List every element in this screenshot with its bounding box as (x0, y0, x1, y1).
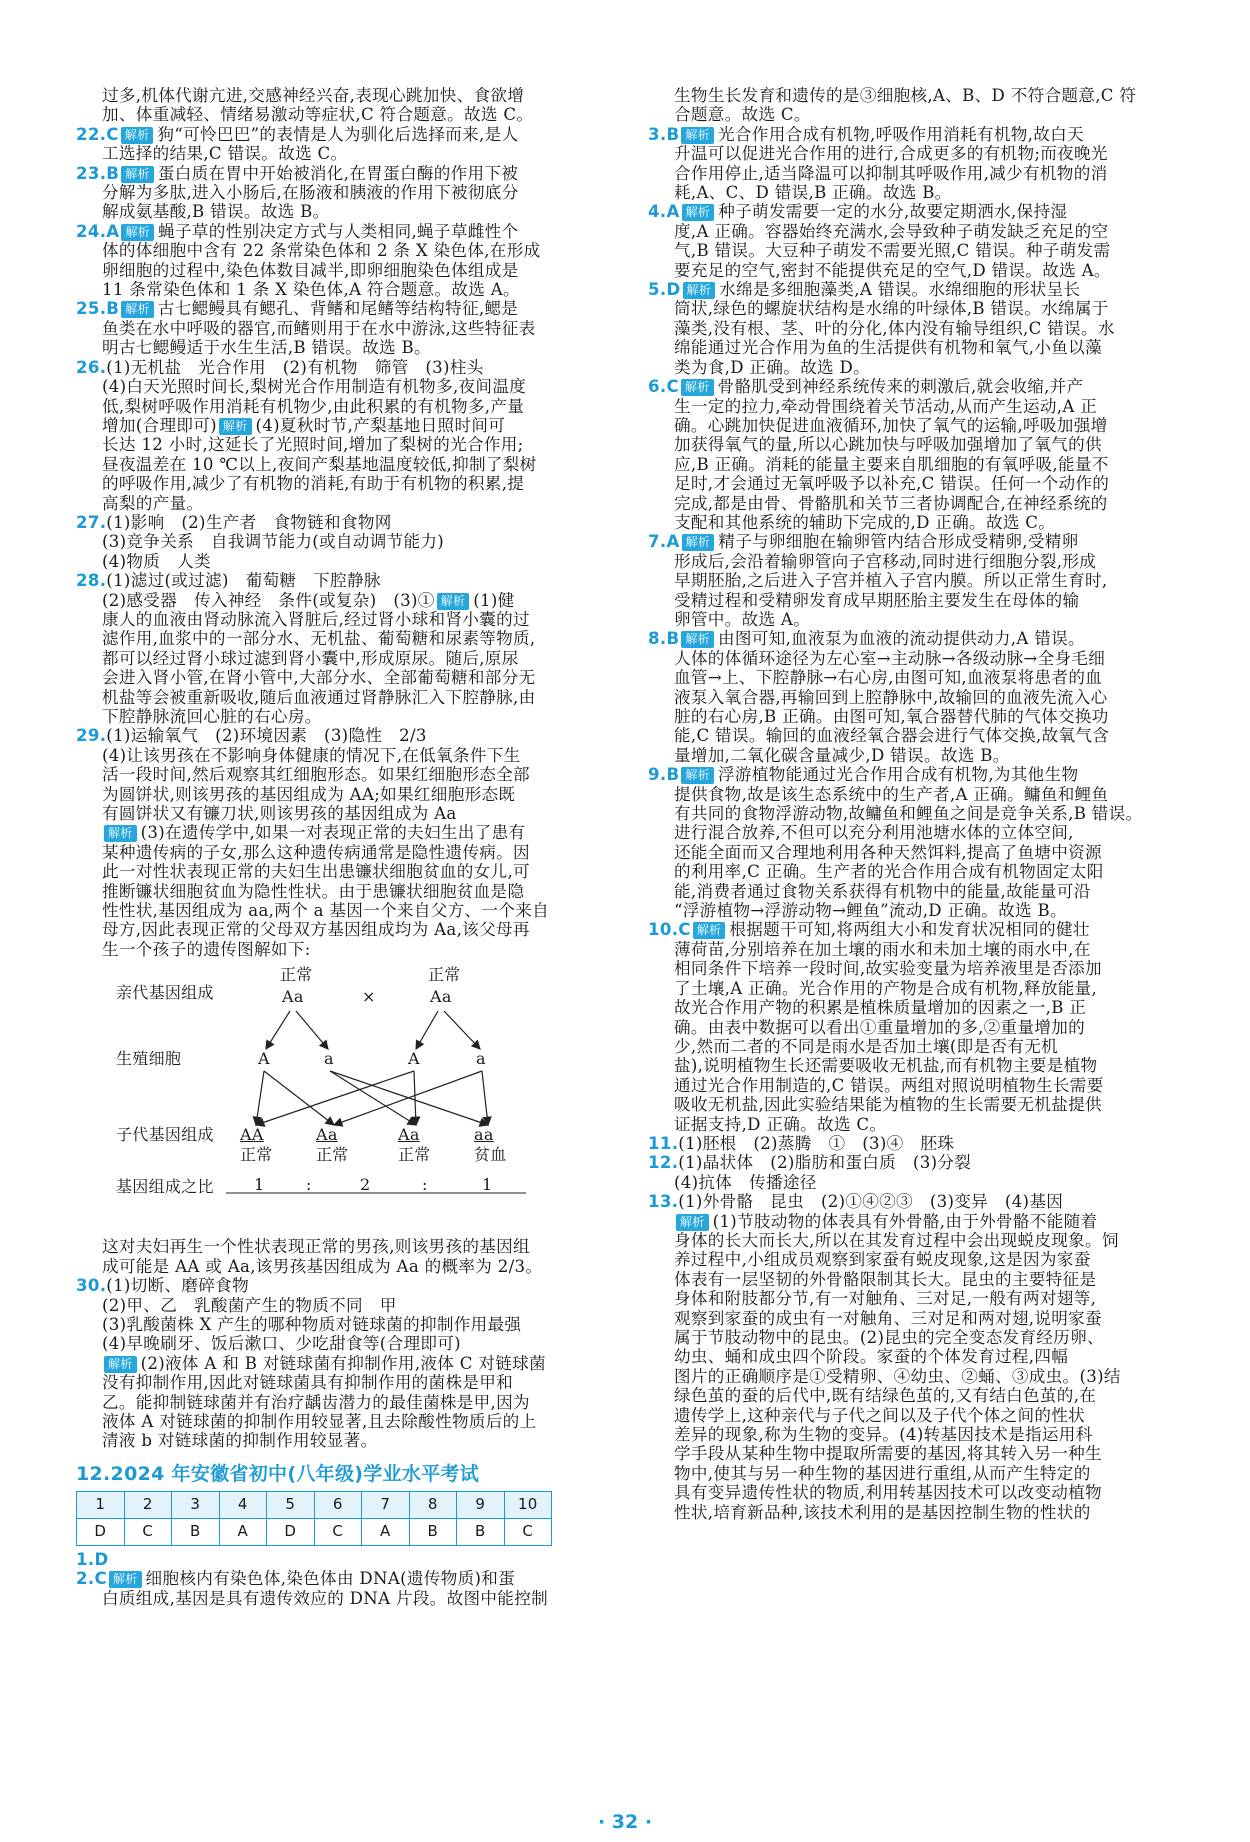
answer-line: 成可能是 AA 或 Aa,该男孩基因组成为 Aa 的概率为 2/3。 (102, 1256, 543, 1276)
answer-text: (2)感受器 传入神经 条件(或复杂) (3)① (102, 590, 435, 610)
answer-line: 升温可以促进光合作用的进行,合成更多的有机物;而夜晚光 (674, 144, 1108, 164)
arrow (414, 1071, 416, 1125)
answer-line: 性性状,基因组成为 aa,两个 a 基因一个来自父方、一个来自 (102, 901, 550, 921)
answer-line: “浮游植物→浮游动物→鲤鱼”流动,D 正确。故选 B。 (674, 901, 1067, 921)
answer-line: 卵细胞的过程中,染色体数目减半,即卵细胞染色体组成是 (102, 260, 519, 280)
answer-line (648, 280, 1202, 299)
page-number: · 32 · (597, 1811, 653, 1833)
answer-line: 提供食物,故是该生态系统中的生产者,A 正确。鳙鱼和鲤鱼 (674, 784, 1109, 804)
answer-line: 为圆饼状,则该男孩的基因组成为 AA;如果红细胞形态既 (102, 784, 516, 804)
answer-line (76, 591, 624, 610)
question-number: 26. (76, 357, 107, 377)
answer-cell: A (219, 1518, 267, 1545)
analysis-tag: 解析 (104, 1356, 137, 1373)
answer-line: 早期胚胎,之后进入子宫并植入子宫内膜。所以正常生育时, (674, 571, 1108, 591)
answer-line: 长达 12 小时,这延长了光照时间,增加了梨树的光合作用; (102, 435, 524, 455)
answer-line: 类为食,D 正确。故选 D。 (674, 357, 870, 377)
answer-line: 确。由表中数据可以看出①重量增加的多,②重量增加的 (674, 1017, 1086, 1037)
arrow (256, 1071, 264, 1125)
answer-line: (4)物质 人类 (102, 551, 211, 571)
question-number-cell: 10 (504, 1491, 552, 1518)
offspring-genotype: Aa (398, 1125, 420, 1145)
answer-line: 有共同的食物浮游动物,故鳙鱼和鲤鱼之间是竞争关系,B 错误。 (674, 804, 1143, 824)
answer-line: 人体的体循环途径为左心室→主动脉→各级动脉→全身毛细 (674, 648, 1106, 668)
analysis-tag: 解析 (681, 767, 714, 784)
answer-text: (1)外骨骼 昆虫 (2)①④②③ (3)变异 (4)基因 (678, 1192, 1064, 1212)
answer-line: 滤作用,血浆中的一部分水、无机盐、葡萄糖和尿素等物质, (102, 629, 536, 649)
answer-line: 故光合作用产物的积累是植株质量增加的因素之一,B 正 (674, 998, 1087, 1018)
answer-line: 解成氨基酸,B 错误。故选 B。 (102, 202, 330, 222)
answer-line (76, 299, 624, 318)
answer-line: 应,B 正确。消耗的能量主要来自肌细胞的有氧呼吸,能量不 (674, 454, 1109, 474)
analysis-tag: 解析 (681, 631, 714, 648)
answer-text: (1)无机盐 光合作用 (2)有机物 筛管 (3)柱头 (106, 357, 484, 377)
gamete: a (324, 1049, 334, 1069)
answer-line (76, 358, 624, 377)
answer-line: 吸收无机盐,因此实验结果能为植物的生长需要无机盐提供 (674, 1095, 1102, 1115)
answer-table-answer-row (77, 1518, 552, 1545)
answer-line: (4)白天光照时间长,梨树光合作用制造有机物多,夜间温度 (102, 377, 527, 397)
question-number: 1.D (76, 1549, 109, 1569)
question-number-cell: 5 (267, 1491, 315, 1518)
answer-line: 确。心跳加快促进血液循环,加快了氧气的运输,呼吸加强增 (674, 415, 1108, 435)
answer-line (76, 1354, 624, 1373)
answer-line: 量增加,二氧化碳含量减少,D 错误。故选 B。 (674, 745, 1010, 765)
answer-cell: B (409, 1518, 457, 1545)
answer-line: 脏的右心房,B 正确。由图可知,氧合器替代肺的气体交换功 (674, 707, 1109, 726)
answer-line: 推断镰状细胞贫血为隐性性状。由于患镰状细胞贫血是隐 (102, 881, 525, 901)
answer-line: 这对夫妇再生一个性状表现正常的男孩,则该男孩的基因组 (102, 1237, 530, 1257)
answer-text: (1)健 (473, 590, 515, 610)
offspring-phenotype: 正常 (316, 1145, 349, 1165)
analysis-tag: 解析 (121, 224, 154, 241)
answer-line (648, 125, 1202, 144)
answer-line: 耗,A、C、D 错误,B 正确。故选 B。 (674, 183, 952, 203)
offspring-genotype: aa (474, 1125, 494, 1145)
answer-text: 水绵是多细胞藻类,A 错误。水绵细胞的形状呈长 (719, 280, 1081, 300)
answer-line (648, 1153, 1202, 1172)
answer-line: 白质组成,基因是具有遗传效应的 DNA 片段。故图中能控制 (102, 1588, 548, 1608)
ratio-label: 基因组成之比 (116, 1177, 214, 1197)
answer-line: 物中,使其与另一种生物的基因进行重组,从而产生特定的 (674, 1463, 1091, 1483)
question-number-cell: 6 (314, 1491, 362, 1518)
question-number-cell: 3 (172, 1491, 220, 1518)
answer-line: 加、体重减轻、情绪易激动等症状,C 符合题意。故选 C。 (102, 105, 534, 125)
answer-line: 盐),说明植物生长还需要吸收无机盐,而有机物主要是植物 (674, 1056, 1098, 1076)
answer-text: 种子萌发需要一定的水分,故要定期洒水,保持湿 (718, 202, 1068, 222)
answer-text: (1)滤过(或过滤) 葡萄糖 下腔静脉 (106, 571, 381, 591)
answer-line: 合作用停止,适当降温可以抑制其呼吸作用,减少有机物的消 (674, 163, 1108, 183)
answer-line (76, 125, 624, 144)
question-number: 30. (76, 1276, 107, 1296)
analysis-tag: 解析 (104, 825, 137, 842)
question-number: 29. (76, 726, 107, 746)
answer-text: 根据题干可知,将两组大小和发育状况相同的健壮 (729, 920, 1090, 940)
analysis-tag: 解析 (682, 534, 715, 551)
answer-text: (1)运输氧气 (2)环境因素 (3)隐性 2/3 (106, 726, 427, 746)
answer-text: 精子与卵细胞在输卵管内结合形成受精卵,受精卵 (718, 532, 1079, 552)
arrow (256, 1071, 414, 1125)
analysis-tag: 解析 (121, 127, 154, 144)
answer-cell: A (362, 1518, 410, 1545)
answer-line: 养过程中,小组成员观察到家蚕有蜕皮现象,这是因为家蚕 (674, 1250, 1091, 1270)
answer-line: 薄荷苗,分别培养在加土壤的雨水和未加土壤的雨水中,在 (674, 939, 1091, 959)
answer-line (648, 629, 1202, 648)
answer-line (76, 164, 624, 183)
answer-text: (2)液体 A 和 B 对链球菌有抑制作用,液体 C 对链球菌 (140, 1353, 546, 1373)
question-number: 3.B (648, 124, 680, 144)
answer-line: 属于节肢动物中的昆虫。(2)昆虫的完全变态发育经历卵、 (674, 1328, 1104, 1347)
answer-line: 遗传学上,这种亲代与子代之间以及子代个体之间的性状 (674, 1405, 1086, 1425)
analysis-tag: 解析 (681, 379, 714, 396)
answer-line: 卵管中。故选 A。 (674, 609, 811, 629)
answer-cell: D (267, 1518, 315, 1545)
answer-line: 度,A 正确。容器始终充满水,会导致种子萌发缺乏充足的空 (674, 221, 1109, 241)
parent-phenotype-father: 正常 (280, 965, 313, 985)
left-column (76, 86, 624, 1608)
answer-line: 少,然而二者的不同是雨水是否加土壤(即是否有无机 (674, 1036, 1059, 1056)
answer-line (76, 571, 624, 590)
answer-line: 了土壤,A 正确。光合作用的产物是合成有机物,释放能量, (674, 978, 1098, 998)
answer-line: 支配和其他系统的辅助下完成的,D 正确。故选 C。 (674, 512, 1056, 532)
answer-line: 清液 b 对链球菌的抑制作用较显著。 (102, 1431, 378, 1451)
question-number: 23.B (76, 163, 120, 183)
answer-cell: C (314, 1518, 362, 1545)
answer-line: 11 条常染色体和 1 条 X 染色体,A 符合题意。故选 A。 (102, 280, 520, 300)
offspring-genotype: AA (240, 1125, 264, 1145)
answer-text: 光合作用合成有机物,呼吸作用消耗有机物,故白天 (718, 124, 1084, 144)
answer-line (76, 513, 624, 532)
answer-line: 形成后,会沿着输卵管向子宫移动,同时进行细胞分裂,形成 (674, 551, 1097, 571)
gamete-label: 生殖细胞 (116, 1049, 182, 1069)
answer-text: 狗“可怜巴巴”的表情是人为驯化后选择而来,是人 (157, 124, 519, 144)
answer-line: 绵能通过光合作用为鱼的生活提供有机物和氧气,小鱼以藻 (674, 338, 1102, 358)
answer-line: 藻类,没有根、茎、叶的分化,体内没有输导组织,C 错误。水 (674, 318, 1115, 338)
answer-line: 此一对性状表现正常的夫妇生出患镰状细胞贫血的女儿,可 (102, 862, 530, 882)
answer-line (76, 416, 624, 435)
question-number: 11. (648, 1133, 679, 1153)
answer-text: 古七鳃鳗具有鳃孔、背鳍和尾鳍等结构特征,鳃是 (157, 299, 519, 319)
question-number-cell: 1 (77, 1491, 125, 1518)
answer-line: 乙。能抑制链球菌并有治疗龋齿潜力的最佳菌株是甲,因为 (102, 1392, 530, 1412)
answer-line: 鱼类在水中呼吸的器官,而鳍则用于在水中游泳,这些特征表 (102, 318, 536, 338)
answer-line: 生物生长发育和遗传的是③细胞核,A、B、D 不符合题意,C 符 (674, 86, 1137, 105)
answer-line: 没有抑制作用,因此对链球菌具有抑制作用的菌株是甲和 (102, 1373, 514, 1393)
answer-text: 细胞核内有染色体,染色体由 DNA(遗传物质)和蛋 (145, 1569, 516, 1589)
question-number: 25.B (76, 299, 120, 319)
arrow (296, 1011, 328, 1049)
answer-line (648, 202, 1202, 221)
question-number-cell: 2 (124, 1491, 172, 1518)
answer-text: 由图可知,血液泵为血液的流动提供动力,A 错误。 (718, 629, 1085, 649)
answer-line: 进行混合放养,不但可以充分利用池塘水体的立体空间, (674, 823, 1074, 843)
question-number: 22.C (76, 124, 119, 144)
answer-text: (1)节肢动物的体表具有外骨骼,由于外骨骼不能随着 (712, 1211, 1098, 1231)
answer-line: 学手段从某种生物中提取所需要的基因,将其转入另一种生 (674, 1444, 1102, 1464)
answer-line: 下腔静脉流回心脏的右心房。 (102, 707, 322, 726)
answer-line: 还能全面而又合理地利用各种天然饵料,提高了鱼塘中资源 (674, 842, 1102, 862)
analysis-tag: 解析 (109, 1571, 142, 1588)
question-number: 24.A (76, 221, 120, 241)
offspring-phenotype: 贫血 (474, 1145, 507, 1165)
analysis-tag: 解析 (219, 418, 252, 435)
answer-line (76, 1550, 624, 1569)
answer-line (648, 1134, 1202, 1153)
gamete: A (408, 1049, 420, 1069)
question-number: 2.C (76, 1569, 107, 1589)
question-number: 5.D (648, 280, 681, 300)
answer-line: 的利用率,C 正确。生产者的光合作用合成有机物固定太阳 (674, 862, 1104, 882)
answer-line: 图片的正确顺序是①受精卵、④幼虫、②蛹、③成虫。(3)结 (674, 1366, 1121, 1386)
question-number: 4.A (648, 202, 680, 222)
offspring-genotype-label: 子代基因组成 (116, 1125, 214, 1145)
question-number: 9.B (648, 765, 680, 785)
answer-line: 绿色茧的蚕的后代中,既有结绿色茧的,又有结白色茧的,在 (674, 1386, 1097, 1406)
offspring-phenotype: 正常 (398, 1145, 431, 1165)
answer-line: 的呼吸作用,减少了有机物的消耗,有助于有机物的积累,提 (102, 474, 525, 494)
question-number-cell: 7 (362, 1491, 410, 1518)
answer-line: 相同条件下培养一段时间,故实验变量为培养液里是否添加 (674, 959, 1102, 979)
answer-line: 要充足的空气,密封不能提供充足的空气,D 错误。故选 A。 (674, 260, 1111, 280)
answer-line: 低,梨树呼吸作用消耗有机物少,由此积累的有机物多,产量 (102, 396, 525, 416)
answer-cell: C (124, 1518, 172, 1545)
question-number: 8.B (648, 629, 680, 649)
parent-genotype-father: Aa (282, 987, 304, 1007)
answer-line (648, 532, 1202, 551)
answer-text: 浮游植物能通过光合作用合成有机物,为其他生物 (718, 765, 1079, 785)
arrow (444, 1011, 480, 1049)
parent-phenotype-mother: 正常 (428, 965, 461, 985)
answer-line: 具有变异遗传性状的物质,利用转基因技术可以改变动植物 (674, 1483, 1102, 1503)
answer-line: 都可以经过肾小球过滤到肾小囊中,形成原尿。随后,原尿 (102, 648, 519, 668)
answer-line: 身体和附肢都分节,有一对触角、三对足,一般有两对翅等, (674, 1289, 1097, 1309)
answer-text: (4)夏秋时节,产梨基地日照时间可 (255, 415, 506, 435)
gamete: a (476, 1049, 486, 1069)
answer-line: (4)让该男孩在不影响身体健康的情况下,在低氧条件下生 (102, 745, 521, 765)
answer-line: 有圆饼状又有镰刀状,则该男孩的基因组成为 Aa (102, 804, 457, 824)
answer-line: 性状,培育新品种,该技术利用的是基因控制生物的性状的 (674, 1502, 1091, 1522)
answer-line: 液体 A 对链球菌的抑制作用较显著,且去除酸性物质后的上 (102, 1411, 537, 1431)
answer-line: 生一定的拉力,牵动骨围绕着关节活动,从而产生运动,A 正 (674, 396, 1098, 416)
question-number-cell: 4 (219, 1491, 267, 1518)
answer-line (648, 1192, 1202, 1211)
analysis-tag: 解析 (121, 301, 154, 318)
arrow (266, 1011, 290, 1049)
answer-line (76, 1569, 624, 1588)
ratio-value: 2 (360, 1175, 371, 1195)
answer-line (76, 1276, 624, 1295)
answer-line (648, 1212, 1202, 1231)
answer-line: (2)甲、乙 乳酸菌产生的物质不同 甲 (102, 1295, 397, 1315)
gamete: A (258, 1049, 270, 1069)
answer-line: 差异的现象,称为生物的变异。(4)转基因技术是指运用科 (674, 1425, 1093, 1445)
question-number: 10.C (648, 920, 691, 940)
answer-line: (4)抗体 传播途径 (674, 1172, 817, 1192)
answer-cell: B (457, 1518, 505, 1545)
answer-line: 幼虫、蛹和成虫四个阶段。家蚕的个体发育过程,四幅 (674, 1347, 1069, 1367)
answer-line: 液泵入氧合器,再输回到上腔静脉中,故输回的血液先流入心 (674, 687, 1108, 707)
answer-table-header-row (77, 1491, 552, 1518)
answer-line: 气,B 错误。大豆种子萌发不需要光照,C 错误。种子萌发需 (674, 241, 1111, 261)
answer-line: 筒状,绿色的螺旋状结构是水绵的叶绿体,B 错误。水绵属于 (674, 299, 1109, 319)
answer-line: 康人的血液由肾动脉流入肾脏后,经过肾小球和肾小囊的过 (102, 609, 530, 629)
question-number: 27. (76, 512, 107, 532)
answer-line: 加获得氧气的量,所以心跳加快与呼吸加强增加了氧气的供 (674, 435, 1102, 455)
answer-text: 蛋白质在胃中开始被消化,在胃蛋白酶的作用下被 (157, 163, 519, 183)
answer-line (76, 726, 624, 745)
answer-line: 观察到家蚕的成虫有一对触角、三对足和两对翅,说明家蚕 (674, 1308, 1102, 1328)
answer-cell: B (172, 1518, 220, 1545)
answer-text: 增加(合理即可) (102, 415, 217, 435)
answer-line: (3)竞争关系 自我调节能力(或自动调节能力) (102, 532, 445, 552)
answer-line (76, 222, 624, 241)
answer-line: 分解为多肽,进入小肠后,在肠液和胰液的作用下被彻底分 (102, 183, 519, 203)
answer-line (648, 765, 1202, 784)
answer-text: 骨骼肌受到神经系统传来的刺激后,就会收缩,并产 (717, 377, 1084, 397)
question-number-cell: 8 (409, 1491, 457, 1518)
analysis-tag: 解析 (437, 593, 470, 610)
answer-line: 足时,才会通过无氧呼吸予以补充,C 错误。任何一个动作的 (674, 474, 1110, 494)
answer-line: 体表有一层坚韧的外骨骼限制其长大。昆虫的主要特征是 (674, 1269, 1097, 1289)
answer-line: 机盐等会被重新吸收,随后血液通过肾静脉汇入下腔静脉,由 (102, 687, 536, 707)
answer-line: 血管→上、下腔静脉→右心房,由图可知,血液泵将患者的血 (674, 668, 1103, 688)
section-title: 12.2024 年安徽省初中(八年级)学业水平考试 (76, 1462, 480, 1485)
answer-line: 高梨的产量。 (102, 493, 204, 513)
answer-text: (1)胚根 (2)蒸腾 ① (3)④ 胚珠 (678, 1133, 955, 1153)
answer-line: 身体的长大而长大,所以在其发育过程中会出现蜕皮现象。饲 (674, 1230, 1119, 1250)
parent-genotype-label: 亲代基因组成 (116, 983, 214, 1003)
analysis-tag: 解析 (682, 204, 715, 221)
genetic-cross-diagram (76, 965, 624, 1233)
answer-text: (1)切断、磨碎食物 (106, 1276, 249, 1296)
parent-genotype-mother: Aa (430, 987, 452, 1007)
analysis-tag: 解析 (681, 127, 714, 144)
answer-text: 蝇子草的性别决定方式与人类相同,蝇子草雌性个 (158, 221, 519, 241)
question-number: 7.A (648, 532, 680, 552)
arrow (482, 1071, 488, 1125)
answer-line: 体的体细胞中含有 22 条常染色体和 2 条 X 染色体,在形成 (102, 241, 541, 261)
answer-line: 会进入肾小管,在肾小管中,大部分水、全部葡萄糖和部分无 (102, 668, 536, 688)
answer-line: 母方,因此表现正常的父母双方基因组成均为 Aa,该父母再 (102, 920, 530, 940)
analysis-tag: 解析 (121, 166, 154, 183)
analysis-tag: 解析 (683, 282, 716, 299)
answer-line: 工选择的结果,C 错误。故选 C。 (102, 144, 348, 164)
offspring-genotype: Aa (316, 1125, 338, 1145)
answer-line: 过多,机体代谢亢进,交感神经兴奋,表现心跳加快、食欲增 (102, 86, 525, 105)
question-number: 28. (76, 571, 107, 591)
question-number-cell: 9 (457, 1491, 505, 1518)
answer-line (648, 920, 1202, 939)
answer-table (76, 1491, 552, 1546)
cross-arrows (76, 965, 624, 1233)
answer-line: (4)早晚刷牙、饭后漱口、少吃甜食等(合理即可) (102, 1334, 461, 1354)
answer-text: (1)影响 (2)生产者 食物链和食物网 (106, 512, 392, 532)
answer-text: (3)在遗传学中,如果一对表现正常的夫妇生出了患有 (140, 823, 526, 843)
question-number: 12. (648, 1153, 679, 1173)
question-number: 6.C (648, 377, 679, 397)
arrow (416, 1011, 438, 1049)
ratio-value: 1 (254, 1175, 265, 1195)
analysis-tag: 解析 (676, 1214, 709, 1231)
arrow (330, 1071, 416, 1125)
answer-line: 明古七鳃鳗适于水生生活,B 错误。故选 B。 (102, 338, 431, 358)
answer-text: (1)晶状体 (2)脂肪和蛋白质 (3)分裂 (678, 1153, 972, 1173)
answer-line (76, 823, 624, 842)
answer-cell: C (504, 1518, 552, 1545)
answer-line: 完成,都是由骨、骨骼肌和关节三者协调配合,在神经系统的 (674, 493, 1108, 513)
right-column (648, 86, 1202, 1522)
answer-line: 昼夜温差在 10 ℃以上,夜间产梨基地温度较低,抑制了梨树 (102, 454, 537, 474)
arrow (264, 1071, 334, 1125)
ratio-separator: : (306, 1175, 312, 1195)
answer-line: 受精过程和受精卵发育成早期胚胎主要发生在母体的输 (674, 590, 1080, 610)
ratio-value: 1 (482, 1175, 493, 1195)
question-number: 13. (648, 1192, 679, 1212)
answer-line: 生一个孩子的遗传图解如下: (102, 939, 311, 959)
ratio-separator: : (422, 1175, 428, 1195)
arrow (334, 1071, 482, 1125)
answer-line: 能,C 错误。输回的血液经氧合器会进行气体交换,故氧气含 (674, 726, 1110, 746)
answer-line: 证据支持,D 正确。故选 C。 (674, 1114, 887, 1134)
answer-line: 通过光合作用制造的,C 错误。两组对照说明植物生长需要 (674, 1075, 1104, 1095)
offspring-phenotype: 正常 (240, 1145, 273, 1165)
answer-line: 某种遗传病的子女,那么这种遗传病通常是隐性遗传病。因 (102, 842, 530, 862)
answer-line: 活一段时间,然后观察其红细胞形态。如果红细胞形态全部 (102, 765, 530, 785)
answer-line (648, 377, 1202, 396)
answer-line: (3)乳酸菌株 X 产生的哪种物质对链球菌的抑制作用最强 (102, 1314, 522, 1334)
analysis-tag: 解析 (693, 922, 726, 939)
answer-line: 合题意。故选 C。 (674, 105, 811, 125)
answer-cell: D (77, 1518, 125, 1545)
cross-symbol: × (362, 987, 376, 1007)
answer-line: 能,消费者通过食物关系获得有机物中的能量,故能量可沿 (674, 881, 1091, 901)
